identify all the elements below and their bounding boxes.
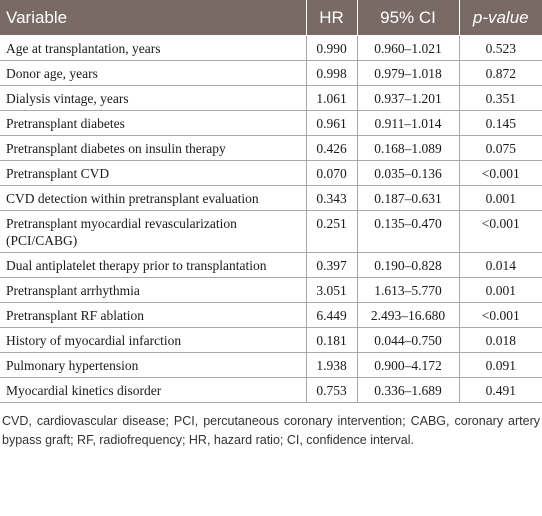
cell-ci: 1.613–5.770 xyxy=(357,278,459,303)
cell-p-value: <0.001 xyxy=(459,211,542,253)
cell-ci: 0.168–1.089 xyxy=(357,136,459,161)
cell-hr: 0.426 xyxy=(306,136,357,161)
cell-ci: 0.336–1.689 xyxy=(357,378,459,403)
cell-variable: CVD detection within pretransplant evaluation xyxy=(0,186,306,211)
cell-variable: Pretransplant diabetes on insulin therapy xyxy=(0,136,306,161)
cell-p-value: 0.145 xyxy=(459,111,542,136)
cell-hr: 0.753 xyxy=(306,378,357,403)
header-p-value xyxy=(459,0,542,36)
cell-hr: 0.998 xyxy=(306,61,357,86)
cell-ci: 2.493–16.680 xyxy=(357,303,459,328)
cell-ci: 0.900–4.172 xyxy=(357,353,459,378)
cell-ci: 0.911–1.014 xyxy=(357,111,459,136)
cell-variable: Pretransplant CVD xyxy=(0,161,306,186)
cell-hr: 6.449 xyxy=(306,303,357,328)
cell-p-value: 0.075 xyxy=(459,136,542,161)
cell-hr: 0.961 xyxy=(306,111,357,136)
table-row xyxy=(0,328,542,353)
table-body xyxy=(0,36,542,403)
table-row xyxy=(0,136,542,161)
cell-p-value: 0.491 xyxy=(459,378,542,403)
cell-variable: Pulmonary hypertension xyxy=(0,353,306,378)
cell-hr: 3.051 xyxy=(306,278,357,303)
header-p-value-label: p-value xyxy=(472,7,529,27)
cell-p-value: 0.351 xyxy=(459,86,542,111)
table-row xyxy=(0,353,542,378)
cell-variable: Dual antiplatelet therapy prior to transplantation xyxy=(0,253,306,278)
cell-p-value: 0.014 xyxy=(459,253,542,278)
header-variable: Variable xyxy=(0,0,306,36)
cell-hr: 0.990 xyxy=(306,36,357,61)
cell-p-value: <0.001 xyxy=(459,161,542,186)
cell-p-value: 0.001 xyxy=(459,186,542,211)
cell-p-value: 0.872 xyxy=(459,61,542,86)
cell-p-value: 0.091 xyxy=(459,353,542,378)
table-row xyxy=(0,111,542,136)
cell-variable: Dialysis vintage, years xyxy=(0,86,306,111)
cell-hr: 1.061 xyxy=(306,86,357,111)
cell-variable: Age at transplantation, years xyxy=(0,36,306,61)
cell-p-value: 0.001 xyxy=(459,278,542,303)
cell-variable: Donor age, years xyxy=(0,61,306,86)
cell-ci: 0.190–0.828 xyxy=(357,253,459,278)
table-header xyxy=(0,0,542,36)
table-row xyxy=(0,278,542,303)
table-row xyxy=(0,378,542,403)
cell-variable: Pretransplant arrhythmia xyxy=(0,278,306,303)
cell-variable: Pretransplant RF ablation xyxy=(0,303,306,328)
header-ci: 95% CI xyxy=(357,0,459,36)
table-row xyxy=(0,303,542,328)
table-row xyxy=(0,161,542,186)
cell-variable: Myocardial kinetics disorder xyxy=(0,378,306,403)
cell-ci: 0.187–0.631 xyxy=(357,186,459,211)
cell-p-value: 0.523 xyxy=(459,36,542,61)
cell-variable: Pretransplant diabetes xyxy=(0,111,306,136)
cell-hr: 0.343 xyxy=(306,186,357,211)
cell-hr: 0.181 xyxy=(306,328,357,353)
table-footnote: CVD, cardiovascular disease; PCI, percutaneous coronary intervention; CABG, coronary artery bypass graft; RF, radiofrequency; HR, hazard ratio; CI, confidence interval. xyxy=(2,414,540,447)
table-row xyxy=(0,86,542,111)
cell-ci: 0.979–1.018 xyxy=(357,61,459,86)
cell-ci: 0.135–0.470 xyxy=(357,211,459,253)
cell-hr: 0.070 xyxy=(306,161,357,186)
cell-hr: 0.397 xyxy=(306,253,357,278)
header-hr: HR xyxy=(306,0,357,36)
cell-p-value: <0.001 xyxy=(459,303,542,328)
cell-hr: 1.938 xyxy=(306,353,357,378)
table-row xyxy=(0,36,542,61)
table-row xyxy=(0,61,542,86)
table-row xyxy=(0,211,542,253)
cell-variable: History of myocardial infarction xyxy=(0,328,306,353)
table-row xyxy=(0,186,542,211)
cell-ci: 0.937–1.201 xyxy=(357,86,459,111)
header-row xyxy=(0,0,542,36)
cell-p-value: 0.018 xyxy=(459,328,542,353)
cell-hr: 0.251 xyxy=(306,211,357,253)
table-row xyxy=(0,253,542,278)
cell-variable: Pretransplant myocardial revascularization (PCI/CABG) xyxy=(0,211,306,253)
cell-ci: 0.044–0.750 xyxy=(357,328,459,353)
cell-ci: 0.960–1.021 xyxy=(357,36,459,61)
cell-ci: 0.035–0.136 xyxy=(357,161,459,186)
